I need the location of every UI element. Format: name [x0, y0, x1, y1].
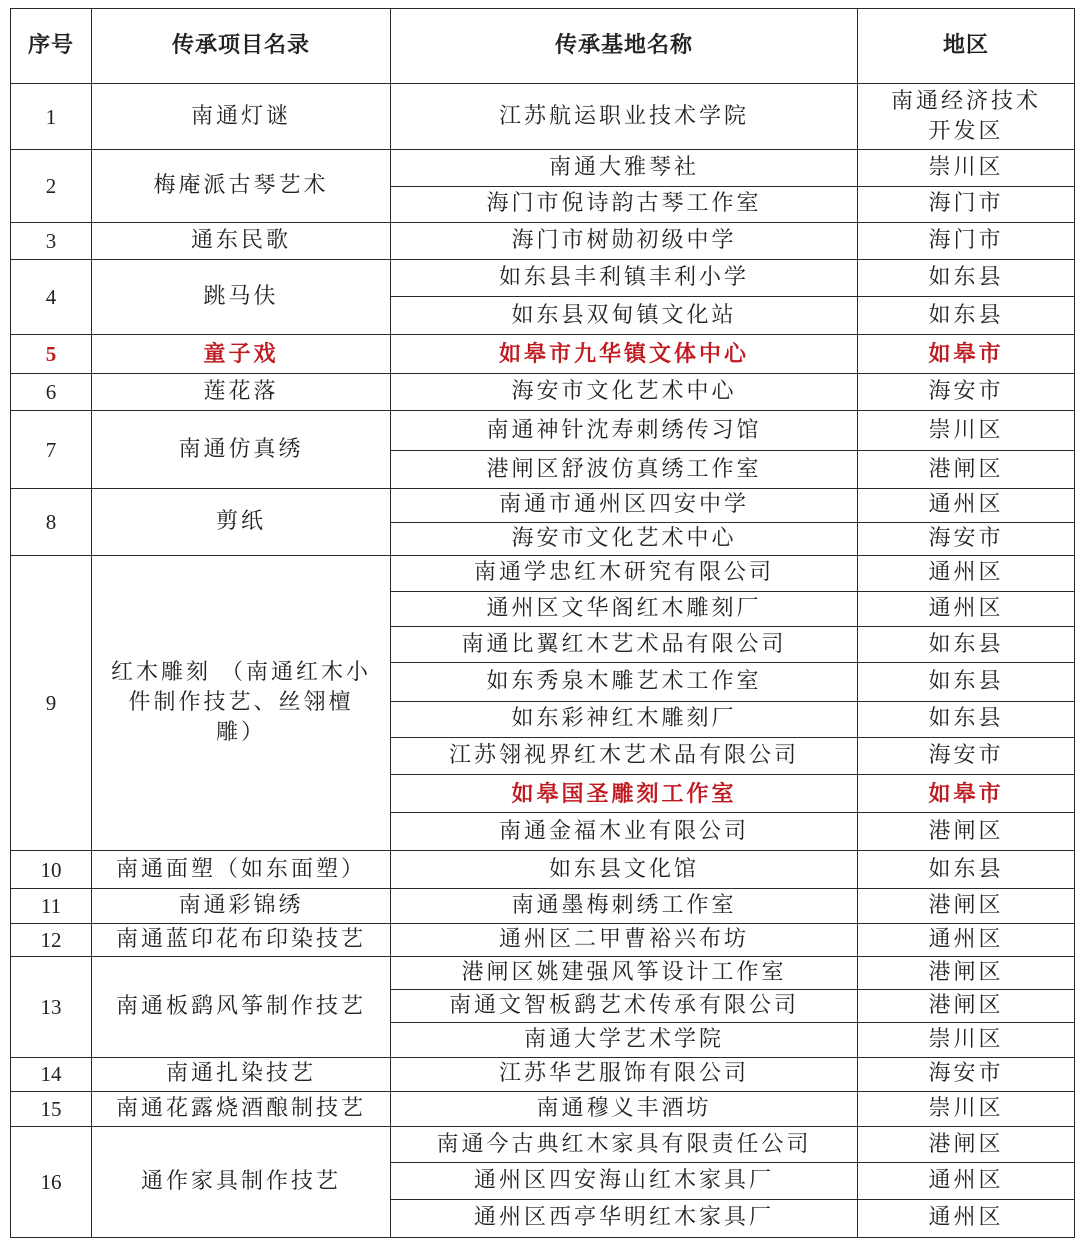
cell-area: 如皋市	[858, 335, 1075, 373]
table-row	[11, 851, 1075, 888]
cell-area: 港闸区	[858, 813, 1075, 851]
cell-area: 海安市	[858, 1057, 1075, 1091]
table-row	[11, 373, 1075, 410]
cell-area: 如皋市	[858, 775, 1075, 813]
cell-base-name: 港闸区舒波仿真绣工作室	[391, 451, 858, 489]
cell-base-name: 如东秀泉木雕艺术工作室	[391, 663, 858, 701]
cell-area: 海门市	[858, 186, 1075, 222]
cell-project-name: 梅庵派古琴艺术	[92, 150, 391, 222]
cell-area: 通州区	[858, 591, 1075, 626]
cell-base-name: 南通文智板鹞艺术传承有限公司	[391, 990, 858, 1023]
cell-base-name: 如东县双甸镇文化站	[391, 297, 858, 335]
header-row	[11, 9, 1075, 84]
cell-base-name: 南通学忠红木研究有限公司	[391, 555, 858, 591]
cell-base-name: 如东县丰利镇丰利小学	[391, 260, 858, 297]
cell-base-name: 南通市通州区四安中学	[391, 489, 858, 522]
cell-base-name: 通州区西亭华明红木家具厂	[391, 1199, 858, 1237]
table-row	[11, 1127, 1075, 1163]
cell-no: 5	[11, 335, 92, 373]
cell-project-name: 南通扎染技艺	[92, 1057, 391, 1091]
cell-no: 12	[11, 923, 92, 956]
table-row	[11, 150, 1075, 186]
cell-base-name: 海门市倪诗韵古琴工作室	[391, 186, 858, 222]
cell-base-name: 南通今古典红木家具有限责任公司	[391, 1127, 858, 1163]
cell-no: 1	[11, 84, 92, 150]
cell-area: 海安市	[858, 522, 1075, 555]
table-row	[11, 888, 1075, 923]
header-project: 传承项目名录	[92, 9, 391, 84]
cell-base-name: 通州区二甲曹裕兴布坊	[391, 923, 858, 956]
cell-area: 如东县	[858, 627, 1075, 663]
cell-base-name: 通州区文华阁红木雕刻厂	[391, 591, 858, 626]
cell-area: 如东县	[858, 260, 1075, 297]
cell-area: 海安市	[858, 737, 1075, 774]
cell-project-name: 剪纸	[92, 489, 391, 555]
table-row	[11, 1091, 1075, 1126]
cell-base-name: 通州区四安海山红木家具厂	[391, 1163, 858, 1199]
cell-project-name: 南通灯谜	[92, 84, 391, 150]
cell-base-name: 海安市文化艺术中心	[391, 522, 858, 555]
cell-no: 8	[11, 489, 92, 555]
header-area: 地区	[858, 9, 1075, 84]
cell-area: 港闸区	[858, 990, 1075, 1023]
cell-base-name: 如东县文化馆	[391, 851, 858, 888]
cell-area: 如东县	[858, 851, 1075, 888]
table-row	[11, 410, 1075, 450]
cell-base-name: 江苏航运职业技术学院	[391, 84, 858, 150]
cell-project-name: 莲花落	[92, 373, 391, 410]
cell-no: 14	[11, 1057, 92, 1091]
cell-base-name: 南通比翼红木艺术品有限公司	[391, 627, 858, 663]
table-row	[11, 489, 1075, 522]
cell-area: 崇川区	[858, 410, 1075, 450]
table-row	[11, 222, 1075, 259]
cell-no: 16	[11, 1127, 92, 1238]
cell-area: 通州区	[858, 489, 1075, 522]
cell-no: 3	[11, 222, 92, 259]
cell-area: 南通经济技术开发区	[858, 84, 1075, 150]
cell-area: 港闸区	[858, 451, 1075, 489]
cell-base-name: 南通大雅琴社	[391, 150, 858, 186]
cell-base-name: 南通穆义丰酒坊	[391, 1091, 858, 1126]
cell-area: 通州区	[858, 555, 1075, 591]
cell-base-name: 海门市树勋初级中学	[391, 222, 858, 259]
cell-base-name: 海安市文化艺术中心	[391, 373, 858, 410]
cell-base-name: 南通神针沈寿刺绣传习馆	[391, 410, 858, 450]
cell-area: 崇川区	[858, 150, 1075, 186]
cell-area: 通州区	[858, 1163, 1075, 1199]
cell-no: 10	[11, 851, 92, 888]
cell-base-name: 南通墨梅刺绣工作室	[391, 888, 858, 923]
cell-area: 海门市	[858, 222, 1075, 259]
header-no: 序号	[11, 9, 92, 84]
cell-area: 海安市	[858, 373, 1075, 410]
cell-base-name: 江苏华艺服饰有限公司	[391, 1057, 858, 1091]
heritage-table	[10, 8, 1075, 1238]
cell-project-name: 跳马伕	[92, 260, 391, 335]
table-row	[11, 260, 1075, 297]
table-body	[11, 84, 1075, 1238]
cell-area: 崇川区	[858, 1091, 1075, 1126]
cell-area: 如东县	[858, 297, 1075, 335]
cell-base-name: 南通大学艺术学院	[391, 1023, 858, 1057]
cell-area: 港闸区	[858, 1127, 1075, 1163]
cell-project-name: 通作家具制作技艺	[92, 1127, 391, 1238]
cell-project-name: 南通彩锦绣	[92, 888, 391, 923]
cell-area: 通州区	[858, 923, 1075, 956]
cell-base-name: 如皋市九华镇文体中心	[391, 335, 858, 373]
cell-area: 港闸区	[858, 888, 1075, 923]
cell-no: 4	[11, 260, 92, 335]
cell-project-name: 南通面塑（如东面塑）	[92, 851, 391, 888]
cell-no: 11	[11, 888, 92, 923]
cell-area: 崇川区	[858, 1023, 1075, 1057]
table-row	[11, 555, 1075, 591]
table-row	[11, 84, 1075, 150]
cell-project-name: 南通蓝印花布印染技艺	[92, 923, 391, 956]
cell-no: 9	[11, 555, 92, 851]
cell-area: 港闸区	[858, 957, 1075, 990]
header-base: 传承基地名称	[391, 9, 858, 84]
cell-project-name: 通东民歌	[92, 222, 391, 259]
cell-base-name: 如皋国圣雕刻工作室	[391, 775, 858, 813]
cell-project-name: 南通仿真绣	[92, 410, 391, 488]
cell-no: 13	[11, 957, 92, 1058]
cell-project-name: 南通板鹞风筝制作技艺	[92, 957, 391, 1058]
table-row	[11, 335, 1075, 373]
cell-area: 如东县	[858, 663, 1075, 701]
cell-base-name: 江苏翎视界红木艺术品有限公司	[391, 737, 858, 774]
table-row	[11, 1057, 1075, 1091]
cell-base-name: 南通金福木业有限公司	[391, 813, 858, 851]
cell-no: 15	[11, 1091, 92, 1126]
cell-no: 2	[11, 150, 92, 222]
cell-area: 通州区	[858, 1199, 1075, 1237]
cell-no: 6	[11, 373, 92, 410]
cell-base-name: 港闸区姚建强风筝设计工作室	[391, 957, 858, 990]
cell-base-name: 如东彩神红木雕刻厂	[391, 701, 858, 737]
cell-area: 如东县	[858, 701, 1075, 737]
cell-project-name: 南通花露烧酒酿制技艺	[92, 1091, 391, 1126]
table-row	[11, 923, 1075, 956]
table-row	[11, 957, 1075, 990]
cell-project-name: 童子戏	[92, 335, 391, 373]
cell-project-name: 红木雕刻 （南通红木小件制作技艺、丝翎檀雕）	[92, 555, 391, 851]
cell-no: 7	[11, 410, 92, 488]
